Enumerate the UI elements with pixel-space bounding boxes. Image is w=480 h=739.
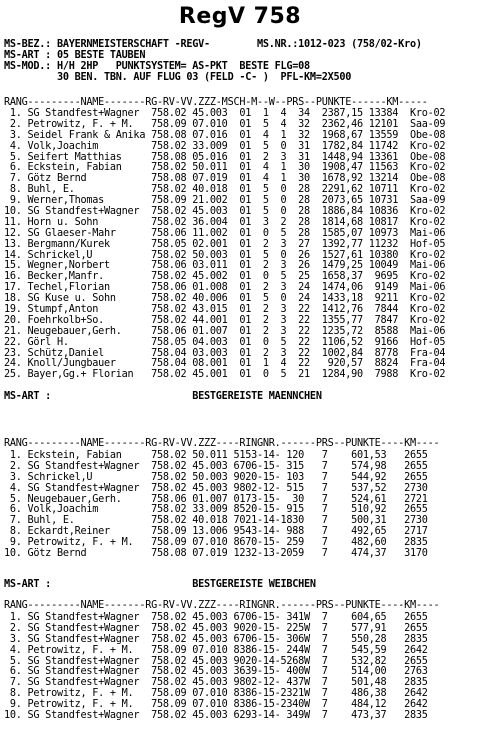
table2-row: 6. Volk,Joachim 758.02 33.009 8520-15- 915 7 510,92 2655: [4, 504, 428, 516]
table1-row: 12. SG Glaeser-Mahr 758.06 11.002 01 0 5 28 1585,07 10973 Mai-06: [4, 227, 446, 239]
table2-row: 10. Götz Bernd 758.08 07.019 1232-13-2059 7 474,37 3170: [4, 548, 428, 560]
table1-row: 14. Schrickel,U 758.02 50.003 01 5 0 26 1527,61 10380 Kro-02: [4, 249, 446, 261]
table1-row: 24. Knoll/Jungbauer 758.04 08.001 01 1 4 22 920,57 8824 Fra-04: [4, 358, 446, 370]
table1-row: 25. Bayer,Gg.+ Florian 758.02 45.001 01 0 5 21 1284,90 7988 Kro-02: [4, 369, 446, 381]
table1-row: 20. Foehrkolb+So. 758.02 44.001 01 2 3 22 1355,77 7847 Kro-02: [4, 314, 446, 326]
table2-row: 2. SG Standfest+Wagner 758.02 45.003 6706-15- 315 7 574,98 2655: [4, 460, 428, 472]
header-line-flight: 30 BEN. TBN. AUF FLUG 03 (FELD -C- ) PFL-KM=2X500: [4, 71, 352, 83]
table1-row: 21. Neugebauer,Gerh. 758.06 01.007 01 2 3 22 1235,72 8588 Mai-06: [4, 325, 446, 337]
table2-row: 3. Schrickel,U 758.02 50.003 9020-15- 103 7 544,92 2655: [4, 471, 428, 483]
table1-row: 8. Buhl, E. 758.02 40.018 01 5 0 28 2291,62 10711 Kro-02: [4, 184, 446, 196]
table2-header: RANG---------NAME-------RG-RV-VV.ZZZ----RINGNR.------PRS--PUNKTE----KM----: [4, 438, 440, 449]
table1-row: 7. Götz Bernd 758.08 07.019 01 4 1 30 1678,92 13214 Obe-08: [4, 173, 446, 185]
table1-row: 3. Seidel Frank & Anika 758.08 07.016 01 4 1 32 1968,67 13559 Obe-08: [4, 129, 446, 141]
table3-body: [4, 613, 428, 722]
table3-row: 3. SG Standfest+Wagner 758.02 45.003 6706-15- 306W 7 550,28 2835: [4, 633, 428, 645]
table1-row: 16. Becker,Manfr. 758.02 45.002 01 0 5 25 1658,37 9695 Kro-02: [4, 271, 446, 283]
header-line-mode: MS-MOD.: H/H 2HP PUNKTSYSTEM= AS-PKT BESTE FLG=08: [4, 60, 310, 72]
section-title-weibchen: MS-ART : BESTGEREISTE WEIBCHEN: [4, 579, 316, 590]
table1-row: 10. SG Standfest+Wagner 758.02 45.003 01 5 0 28 1886,84 10836 Kro-02: [4, 206, 446, 218]
table3-row: 7. SG Standfest+Wagner 758.02 45.003 9802-12- 437W 7 501,48 2835: [4, 677, 428, 689]
table3-header: RANG---------NAME-------RG-RV-VV.ZZZ----RINGNR.------PRS--PUNKTE----KM----: [4, 600, 440, 611]
table2-body: [4, 451, 428, 560]
table3-row: 8. Petrowitz, F. + M. 758.09 07.010 8386-15-2321W 7 486,38 2642: [4, 688, 428, 700]
table1-row: 1. SG Standfest+Wagner 758.02 45.003 01 1 4 34 2387,15 13384 Kro-02: [4, 108, 446, 119]
table3-row: 4. Petrowitz, F. + M. 758.09 07.010 8386-15- 244W 7 545,59 2642: [4, 644, 428, 656]
table1-body: [4, 109, 445, 381]
table2-row: 4. SG Standfest+Wagner 758.02 45.003 9802-12- 515 7 537,52 2730: [4, 482, 428, 494]
table2-row: 9. Petrowitz, F. + M. 758.09 07.010 8670-15- 259 7 482,60 2835: [4, 537, 428, 549]
table3-row: 1. SG Standfest+Wagner 758.02 45.003 6706-15- 341W 7 604,65 2655: [4, 612, 428, 623]
table1-row: 4. Volk,Joachim 758.02 33.009 01 5 0 31 1782,84 11742 Kro-02: [4, 140, 446, 152]
table1-row: 2. Petrowitz, F. + M. 758.09 07.010 01 5 4 32 2362,46 12101 Saa-09: [4, 118, 446, 130]
header-line-competition: MS-BEZ.: BAYERNMEISTERSCHAFT -REGV- MS.NR.:1012-023 (758/02-Kro): [4, 39, 422, 50]
page-title: RegV 758: [178, 4, 302, 29]
table1-row: 18. SG Kuse u. Sohn 758.02 40.006 01 5 0 24 1433,18 9211 Kro-02: [4, 293, 446, 305]
table1-row: 15. Wegner,Norbert 758.06 03.011 01 2 3 26 1479,25 10049 Mai-06: [4, 260, 446, 272]
table1-row: 23. Schütz,Daniel 758.04 03.003 01 2 3 22 1002,84 8778 Fra-04: [4, 347, 446, 359]
header-line-type: MS-ART : 05 BESTE TAUBEN: [4, 49, 146, 61]
report-header: [4, 40, 422, 84]
table3-row: 2. SG Standfest+Wagner 758.02 45.003 9020-15- 225W 7 577,91 2655: [4, 622, 428, 634]
table3-row: 6. SG Standfest+Wagner 758.02 45.003 3639-15- 400W 7 514,00 2763: [4, 666, 428, 678]
table1-row: 11. Horn u. Sohn 758.02 36.004 01 3 2 28 1814,68 10817 Kro-02: [4, 216, 446, 228]
table1-row: 17. Techel,Florian 758.06 01.008 01 2 3 24 1474,06 9149 Mai-06: [4, 282, 446, 294]
table3-row: 10. SG Standfest+Wagner 758.02 45.003 6293-14- 349W 7 473,37 2835: [4, 710, 428, 722]
section-title-maennchen: MS-ART : BESTGEREISTE MAENNCHEN: [4, 391, 322, 402]
table3-row: 9. Petrowitz, F. + M. 758.09 07.010 8386-15-2340W 7 484,12 2642: [4, 699, 428, 711]
table2-row: 7. Buhl, E. 758.02 40.018 7021-14-1830 7 500,31 2730: [4, 515, 428, 527]
table2-row: 5. Neugebauer,Gerh. 758.06 01.007 0173-15- 30 7 524,61 2721: [4, 493, 428, 505]
table2-row: 8. Eckardt,Reiner 758.09 13.006 9543-14- 988 7 492,65 2717: [4, 526, 428, 538]
table1-row: 5. Seifert Matthias 758.08 05.016 01 2 3 31 1448,94 13361 Obe-08: [4, 151, 446, 163]
table1-row: 22. Görl H. 758.05 04.003 01 0 5 22 1106,52 9166 Hof-05: [4, 336, 446, 348]
table1-row: 6. Eckstein, Fabian 758.02 50.011 01 4 1 30 1908,47 11563 Kro-02: [4, 162, 446, 174]
table1-row: 19. Stumpf,Anton 758.02 43.015 01 2 3 22 1412,76 7844 Kro-02: [4, 304, 446, 316]
table3-row: 5. SG Standfest+Wagner 758.02 45.003 9020-14-5268W 7 532,82 2655: [4, 655, 428, 667]
table1-row: 9. Werner,Thomas 758.09 21.002 01 5 0 28 2073,65 10731 Saa-09: [4, 195, 446, 207]
table1-row: 13. Bergmann/Kurek 758.05 02.001 01 2 3 27 1392,77 11232 Hof-05: [4, 238, 446, 250]
table2-row: 1. Eckstein, Fabian 758.02 50.011 5153-14- 120 7 601,53 2655: [4, 450, 428, 461]
table1-header: RANG---------NAME-------RG-RV-VV.ZZZ-MSCH-M--W--PRS--PUNKTE------KM-----: [4, 97, 428, 108]
